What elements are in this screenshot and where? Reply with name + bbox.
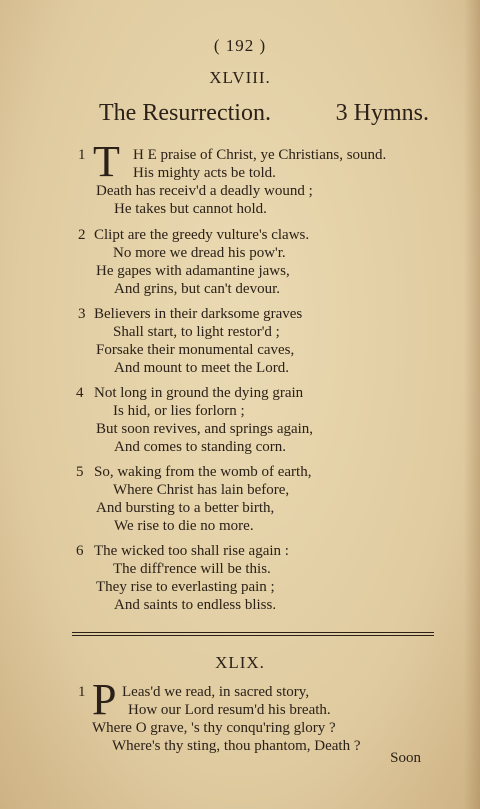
- verse-line: Not long in ground the dying grain: [94, 385, 304, 401]
- verse-number: 4: [76, 385, 84, 401]
- verse-line: No more we dread his pow'r.: [113, 245, 286, 261]
- verse-line: Where's thy sting, thou phantom, Death ?: [112, 738, 361, 754]
- hymn-subtitle: 3 Hymns.: [335, 100, 429, 126]
- catchword: Soon: [390, 750, 421, 766]
- verse-line: They rise to everlasting pain ;: [96, 579, 275, 595]
- double-rule-divider: [72, 632, 434, 636]
- verse-line: Where O grave, 's thy conqu'ring glory ?: [92, 720, 336, 736]
- verse-number: 1: [78, 684, 86, 700]
- verse-line: H E praise of Christ, ye Christians, sound.: [133, 147, 387, 163]
- hymn-title: [99, 100, 429, 127]
- verse-line: Shall start, to light restor'd ;: [113, 324, 280, 340]
- verse-line: Where Christ has lain before,: [113, 482, 290, 498]
- hymn-number: XLVIII.: [209, 68, 271, 87]
- verse-line: And saints to endless bliss.: [114, 597, 277, 613]
- verse-line: And mount to meet the Lord.: [114, 360, 289, 376]
- verse-line: But soon revives, and springs again,: [96, 421, 314, 437]
- verse-line: Clipt are the greedy vulture's claws.: [94, 227, 310, 243]
- verse-line: And comes to standing corn.: [114, 439, 287, 455]
- page-edge-shadow: [464, 0, 480, 809]
- verse-line: And grins, but can't devour.: [114, 281, 281, 297]
- verse-number: 6: [76, 543, 84, 559]
- verse-line: Is hid, or lies forlorn ;: [113, 403, 245, 419]
- verse-line: Forsake their monumental caves,: [96, 342, 295, 358]
- drop-cap: P: [92, 675, 117, 724]
- drop-cap: T: [93, 137, 120, 186]
- verse-number: 5: [76, 464, 84, 480]
- hymn-number: XLIX.: [215, 653, 265, 672]
- verse-line: His mighty acts be told.: [133, 165, 276, 181]
- verse-line: Believers in their darksome graves: [94, 306, 303, 322]
- verse-line: He takes but cannot hold.: [114, 201, 267, 217]
- verse-number: 3: [78, 306, 86, 322]
- verse-line: Leas'd we read, in sacred story,: [122, 684, 310, 700]
- verse-line: The diff'rence will be this.: [113, 561, 271, 577]
- page-number: ( 192 ): [213, 36, 267, 55]
- verse-line: And bursting to a better birth,: [96, 500, 275, 516]
- verse-line: So, waking from the womb of earth,: [94, 464, 312, 480]
- verse-line: Death has receiv'd a deadly wound ;: [96, 183, 313, 199]
- verse-line: We rise to die no more.: [114, 518, 254, 534]
- hymn-title-text: The Resurrection.: [99, 100, 271, 126]
- verse-line: How our Lord resum'd his breath.: [128, 702, 331, 718]
- verse-number: 2: [78, 227, 86, 243]
- verse-line: He gapes with adamantine jaws,: [96, 263, 290, 279]
- verse-line: The wicked too shall rise again :: [94, 543, 289, 559]
- verse-number: 1: [78, 147, 86, 163]
